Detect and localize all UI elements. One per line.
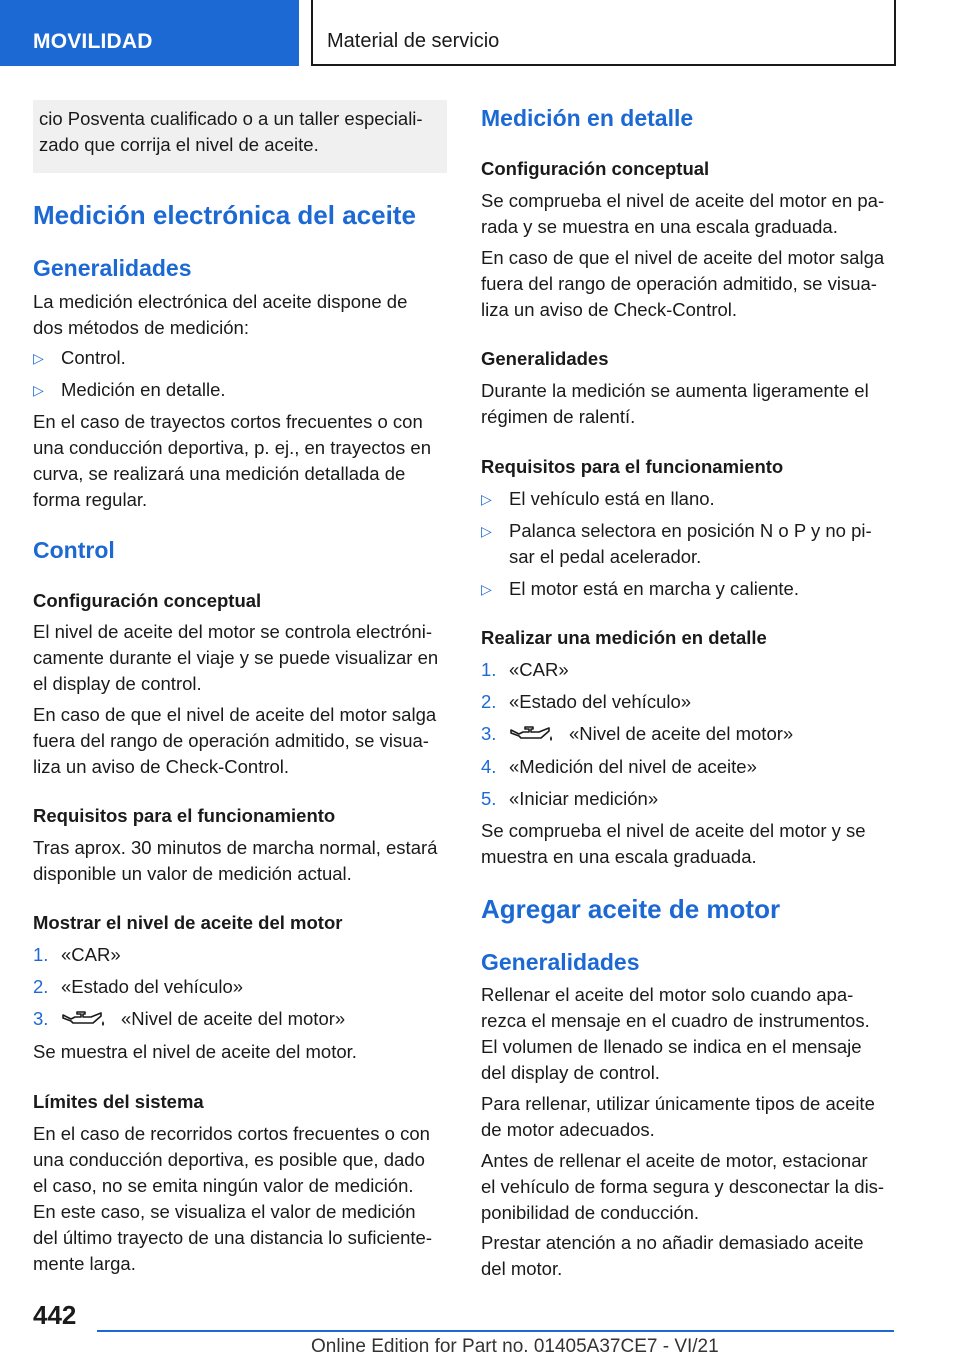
step-number: 2. — [481, 691, 497, 712]
text-line: Rellenar el aceite del motor solo cuando apa- — [481, 984, 854, 1005]
chapter-tab — [311, 0, 896, 66]
triangle-bullet-icon: ▷ — [481, 523, 492, 539]
list-item-text: Palanca selectora en posición N o P y no pi- — [509, 520, 872, 541]
subsection-heading: Medición en detalle — [481, 105, 694, 131]
text-line: disponible un valor de medición actual. — [33, 863, 352, 884]
paragraph — [33, 702, 436, 780]
triangle-bullet-icon: ▷ — [481, 491, 492, 507]
list-item-text: «Estado del vehículo» — [509, 691, 692, 712]
text-line: Antes de rellenar el aceite de motor, estacionar — [481, 1150, 868, 1171]
triangle-bullet-icon: ▷ — [481, 581, 492, 597]
text-line: el caso, no se emita ningún valor de medición. — [33, 1175, 414, 1196]
oil-can-icon — [509, 724, 555, 746]
list-item-text: El motor está en marcha y caliente. — [509, 578, 799, 599]
paragraph — [481, 245, 884, 323]
paragraph — [33, 289, 407, 341]
step-number: 4. — [481, 756, 497, 777]
step-number: 2. — [33, 976, 49, 997]
paragraph — [481, 378, 869, 430]
text-line: rezca el mensaje en el cuadro de instrumentos. — [481, 1010, 870, 1031]
sub-subheading: Mostrar el nivel de aceite del motor — [33, 912, 343, 933]
section-title: Medición electrónica del aceite — [33, 200, 416, 230]
subsection-heading: Control — [33, 537, 115, 563]
text-line: Durante la medición se aumenta ligeramente el — [481, 380, 869, 401]
text-line: curva, se realizará una medición detallada de — [33, 463, 406, 484]
sub-subheading: Configuración conceptual — [481, 158, 710, 179]
sub-subheading: Realizar una medición en detalle — [481, 627, 767, 648]
text-line: El volumen de llenado se indica en el mensaje — [481, 1036, 862, 1057]
list-item-text: Control. — [61, 347, 126, 368]
text-line: régimen de ralentí. — [481, 406, 636, 427]
text-line: En caso de que el nivel de aceite del motor salga — [33, 704, 437, 725]
paragraph — [481, 1148, 884, 1226]
text-line: Para rellenar, utilizar únicamente tipos de aceite — [481, 1093, 875, 1114]
text-line: La medición electrónica del aceite dispone de — [33, 291, 408, 312]
sub-subheading: Requisitos para el funcionamiento — [481, 456, 784, 477]
text-line: En caso de que el nivel de aceite del motor salga — [481, 247, 885, 268]
paragraph — [33, 1121, 432, 1277]
subsection-heading: Generalidades — [33, 255, 192, 281]
chapter-label: Material de servicio — [327, 30, 500, 52]
page-number: 442 — [33, 1300, 77, 1330]
paragraph — [481, 1230, 864, 1282]
text-line: una conducción deportiva, p. ej., en trayectos en — [33, 437, 432, 458]
list-item-text: sar el pedal acelerador. — [509, 546, 702, 567]
text-line: Se comprueba el nivel de aceite del motor y se — [481, 820, 866, 841]
sub-subheading: Generalidades — [481, 348, 609, 369]
sub-subheading: Límites del sistema — [33, 1091, 204, 1112]
text-line: de motor adecuados. — [481, 1119, 655, 1140]
text-line: del display de control. — [481, 1062, 660, 1083]
paragraph — [33, 619, 438, 697]
paragraph: Se muestra el nivel de aceite del motor. — [33, 1041, 357, 1062]
text-line: del motor. — [481, 1258, 563, 1279]
text-line: Se comprueba el nivel de aceite del motor en pa- — [481, 190, 885, 211]
list-item-text: «CAR» — [61, 944, 121, 965]
note-line: cio Posventa cualificado o a un taller especiali- — [39, 108, 423, 129]
edition-info: Online Edition for Part no. 01405A37CE7 - VI/21 — [311, 1336, 719, 1357]
step-number: 3. — [33, 1008, 49, 1029]
list-item-text: «Iniciar medición» — [509, 788, 659, 809]
text-line: una conducción deportiva, es posible que, dado — [33, 1149, 425, 1170]
step-text: «Nivel de aceite del motor» — [121, 1008, 346, 1029]
list-item-text — [509, 721, 793, 747]
text-line: el vehículo de forma segura y desconectar la dis- — [481, 1176, 885, 1197]
text-line: forma regular. — [33, 489, 148, 510]
paragraph — [33, 835, 437, 887]
text-line: Tras aprox. 30 minutos de marcha normal, estará — [33, 837, 438, 858]
text-line: Prestar atención a no añadir demasiado aceite — [481, 1232, 864, 1253]
paragraph — [33, 409, 431, 513]
text-line: dos métodos de medición: — [33, 317, 249, 338]
note-line: zado que corrija el nivel de aceite. — [39, 134, 319, 155]
text-line: mente larga. — [33, 1253, 136, 1274]
step-number: 3. — [481, 723, 497, 744]
list-item-text — [61, 1006, 345, 1032]
step-number: 5. — [481, 788, 497, 809]
step-number: 1. — [33, 944, 49, 965]
text-line: liza un aviso de Check-Control. — [481, 299, 738, 320]
text-line: fuera del rango de operación admitido, se visua- — [481, 273, 877, 294]
list-item-text: Medición en detalle. — [61, 379, 226, 400]
text-line: liza un aviso de Check-Control. — [33, 756, 290, 777]
text-line: En el caso de recorridos cortos frecuentes o con — [33, 1123, 430, 1144]
sub-subheading: Requisitos para el funcionamiento — [33, 805, 336, 826]
text-line: el display de control. — [33, 673, 202, 694]
text-line: En este caso, se visualiza el valor de medición — [33, 1201, 416, 1222]
section-tab — [0, 0, 299, 66]
list-item-text: «CAR» — [509, 659, 569, 680]
triangle-bullet-icon: ▷ — [33, 382, 44, 398]
text-line: rada y se muestra en una escala graduada. — [481, 216, 838, 237]
list-item-text: «Medición del nivel de aceite» — [509, 756, 757, 777]
text-line: muestra en una escala graduada. — [481, 846, 757, 867]
text-line: El nivel de aceite del motor se controla electróni- — [33, 621, 432, 642]
paragraph — [481, 188, 884, 240]
paragraph — [481, 982, 870, 1086]
text-line: fuera del rango de operación admitido, se visua- — [33, 730, 429, 751]
text-line: En el caso de trayectos cortos frecuentes o con — [33, 411, 423, 432]
continued-note-box — [33, 100, 447, 173]
subsection-heading: Generalidades — [481, 949, 640, 975]
text-line: ponibilidad de conducción. — [481, 1202, 700, 1223]
section-label: MOVILIDAD — [33, 30, 153, 53]
paragraph — [481, 818, 866, 870]
step-text: «Nivel de aceite del motor» — [569, 723, 794, 744]
section-title: Agregar aceite de motor — [481, 894, 781, 924]
text-line: del último trayecto de una distancia lo suficiente- — [33, 1227, 432, 1248]
footer-divider — [97, 1330, 894, 1332]
step-number: 1. — [481, 659, 497, 680]
text-line: camente durante el viaje y se puede visualizar en — [33, 647, 439, 668]
list-item-text: El vehículo está en llano. — [509, 488, 715, 509]
oil-can-icon — [61, 1009, 107, 1031]
paragraph — [481, 1091, 875, 1143]
page-header — [0, 0, 960, 66]
sub-subheading: Configuración conceptual — [33, 590, 262, 611]
list-item-text: «Estado del vehículo» — [61, 976, 244, 997]
triangle-bullet-icon: ▷ — [33, 350, 44, 366]
